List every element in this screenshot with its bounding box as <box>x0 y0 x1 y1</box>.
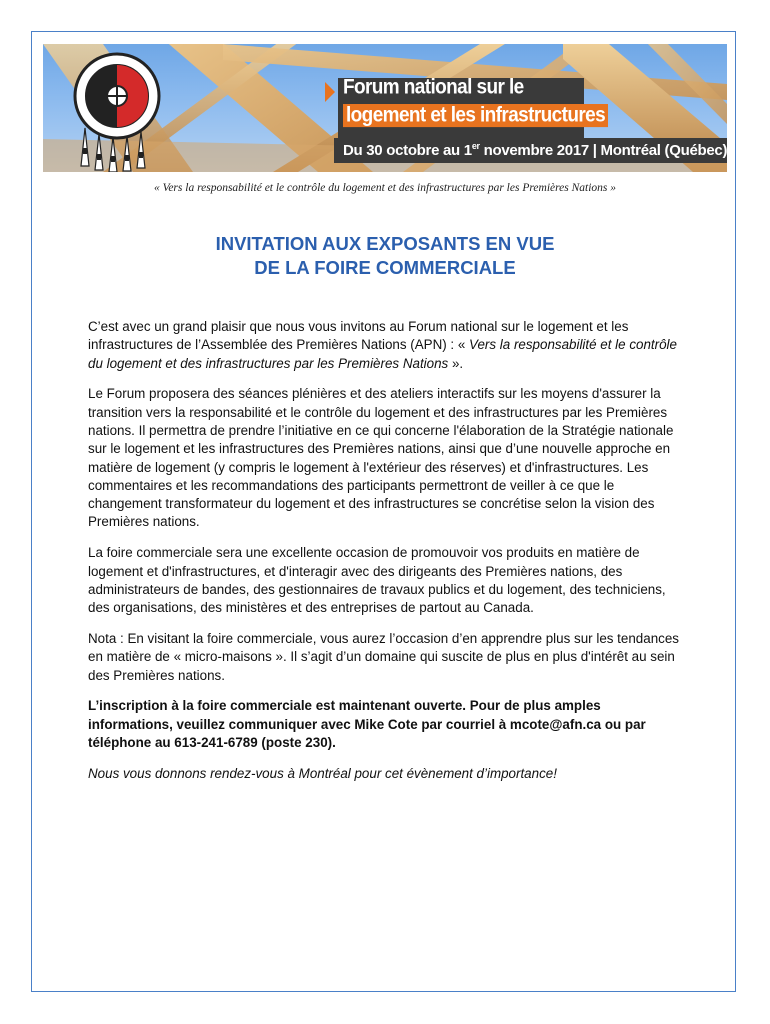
heading-line1: INVITATION AUX EXPOSANTS EN VUE <box>215 233 555 254</box>
intro-text: C’est avec un grand plaisir que nous vous invitons au Forum national sur le logement et les infrastructures de l’Assemblée des Premières Nations (APN) : « <box>88 319 629 353</box>
paragraph-intro <box>88 318 688 373</box>
tagline: « Vers la responsabilité et le contrôle du logement et des infrastructures par les Premières Nations » <box>153 182 617 194</box>
header-banner <box>43 44 727 172</box>
paragraph-forum: Le Forum proposera des séances plénières et des ateliers interactifs sur les moyens d'assurer la transition vers la responsabilité et le contrôle du logement et des infrastructures par les Premières nations. Il permettra de prendre l’initiative en ce qui concerne l'élaboration de la Stratégie nationale sur le logement et les infrastructures des Premières nations, ainsi que d’une nouvelle approche en matière de logement (y compris le logement à l'extérieur des réserves) et d'infrastructures. Les commentaires et les recommandations des participants permettront de veiller à ce que le changement transformateur du logement et des infrastructures se concrétise selon la vision des Premières nations. <box>88 386 674 530</box>
date-part2: novembre 2017 | Montréal (Québec) <box>479 142 727 159</box>
paragraph-note: Nota : En visitant la foire commerciale, vous aurez l’occasion d’en apprendre plus sur les tendances en matière de « micro-maisons ». Il s’agit d’un domaine qui suscite de plus en plus d'intérêt au sein des Premières nations. <box>88 630 679 683</box>
paragraph-tradeshow: La foire commerciale sera une excellente occasion de promouvoir vos produits en matière de logement et d'infrastructures, et d'interagir avec des dirigeants des Premières nations, des administrateurs de bandes, des gestionnaires de travaux publics et du logement, des techniciens, des organisations, des ministères et des entreprises de partout au Canada. <box>88 545 666 616</box>
intro-end: ». <box>448 355 464 371</box>
document-heading <box>0 232 770 280</box>
paragraph-closing: Nous vous donnons rendez-vous à Montréal pour cet évènement d’importance! <box>88 765 557 781</box>
date-superscript: er <box>471 141 480 151</box>
heading-line2: DE LA FOIRE COMMERCIALE <box>254 257 516 278</box>
intro-theme: Vers la responsabilité et le contrôle du logement et des infrastructures par les Premières Nations <box>88 337 677 371</box>
event-date <box>343 141 727 159</box>
paragraph-registration: L’inscription à la foire commerciale est maintenant ouverte. Pour de plus amples informations, veuillez communiquer avec Mike Cote par courriel à mcote@afn.ca ou par téléphone au 613-241-6789 (poste 230). <box>88 698 646 750</box>
orange-arrow-icon <box>325 82 335 102</box>
forum-title-line2-text: logement et les infrastructures <box>343 104 608 127</box>
afn-logo <box>47 48 187 172</box>
date-part1: Du 30 octobre au 1 <box>343 142 472 159</box>
letter-body <box>88 318 688 796</box>
forum-title-line1: Forum national sur le <box>343 76 524 100</box>
forum-title-line2 <box>343 104 608 128</box>
